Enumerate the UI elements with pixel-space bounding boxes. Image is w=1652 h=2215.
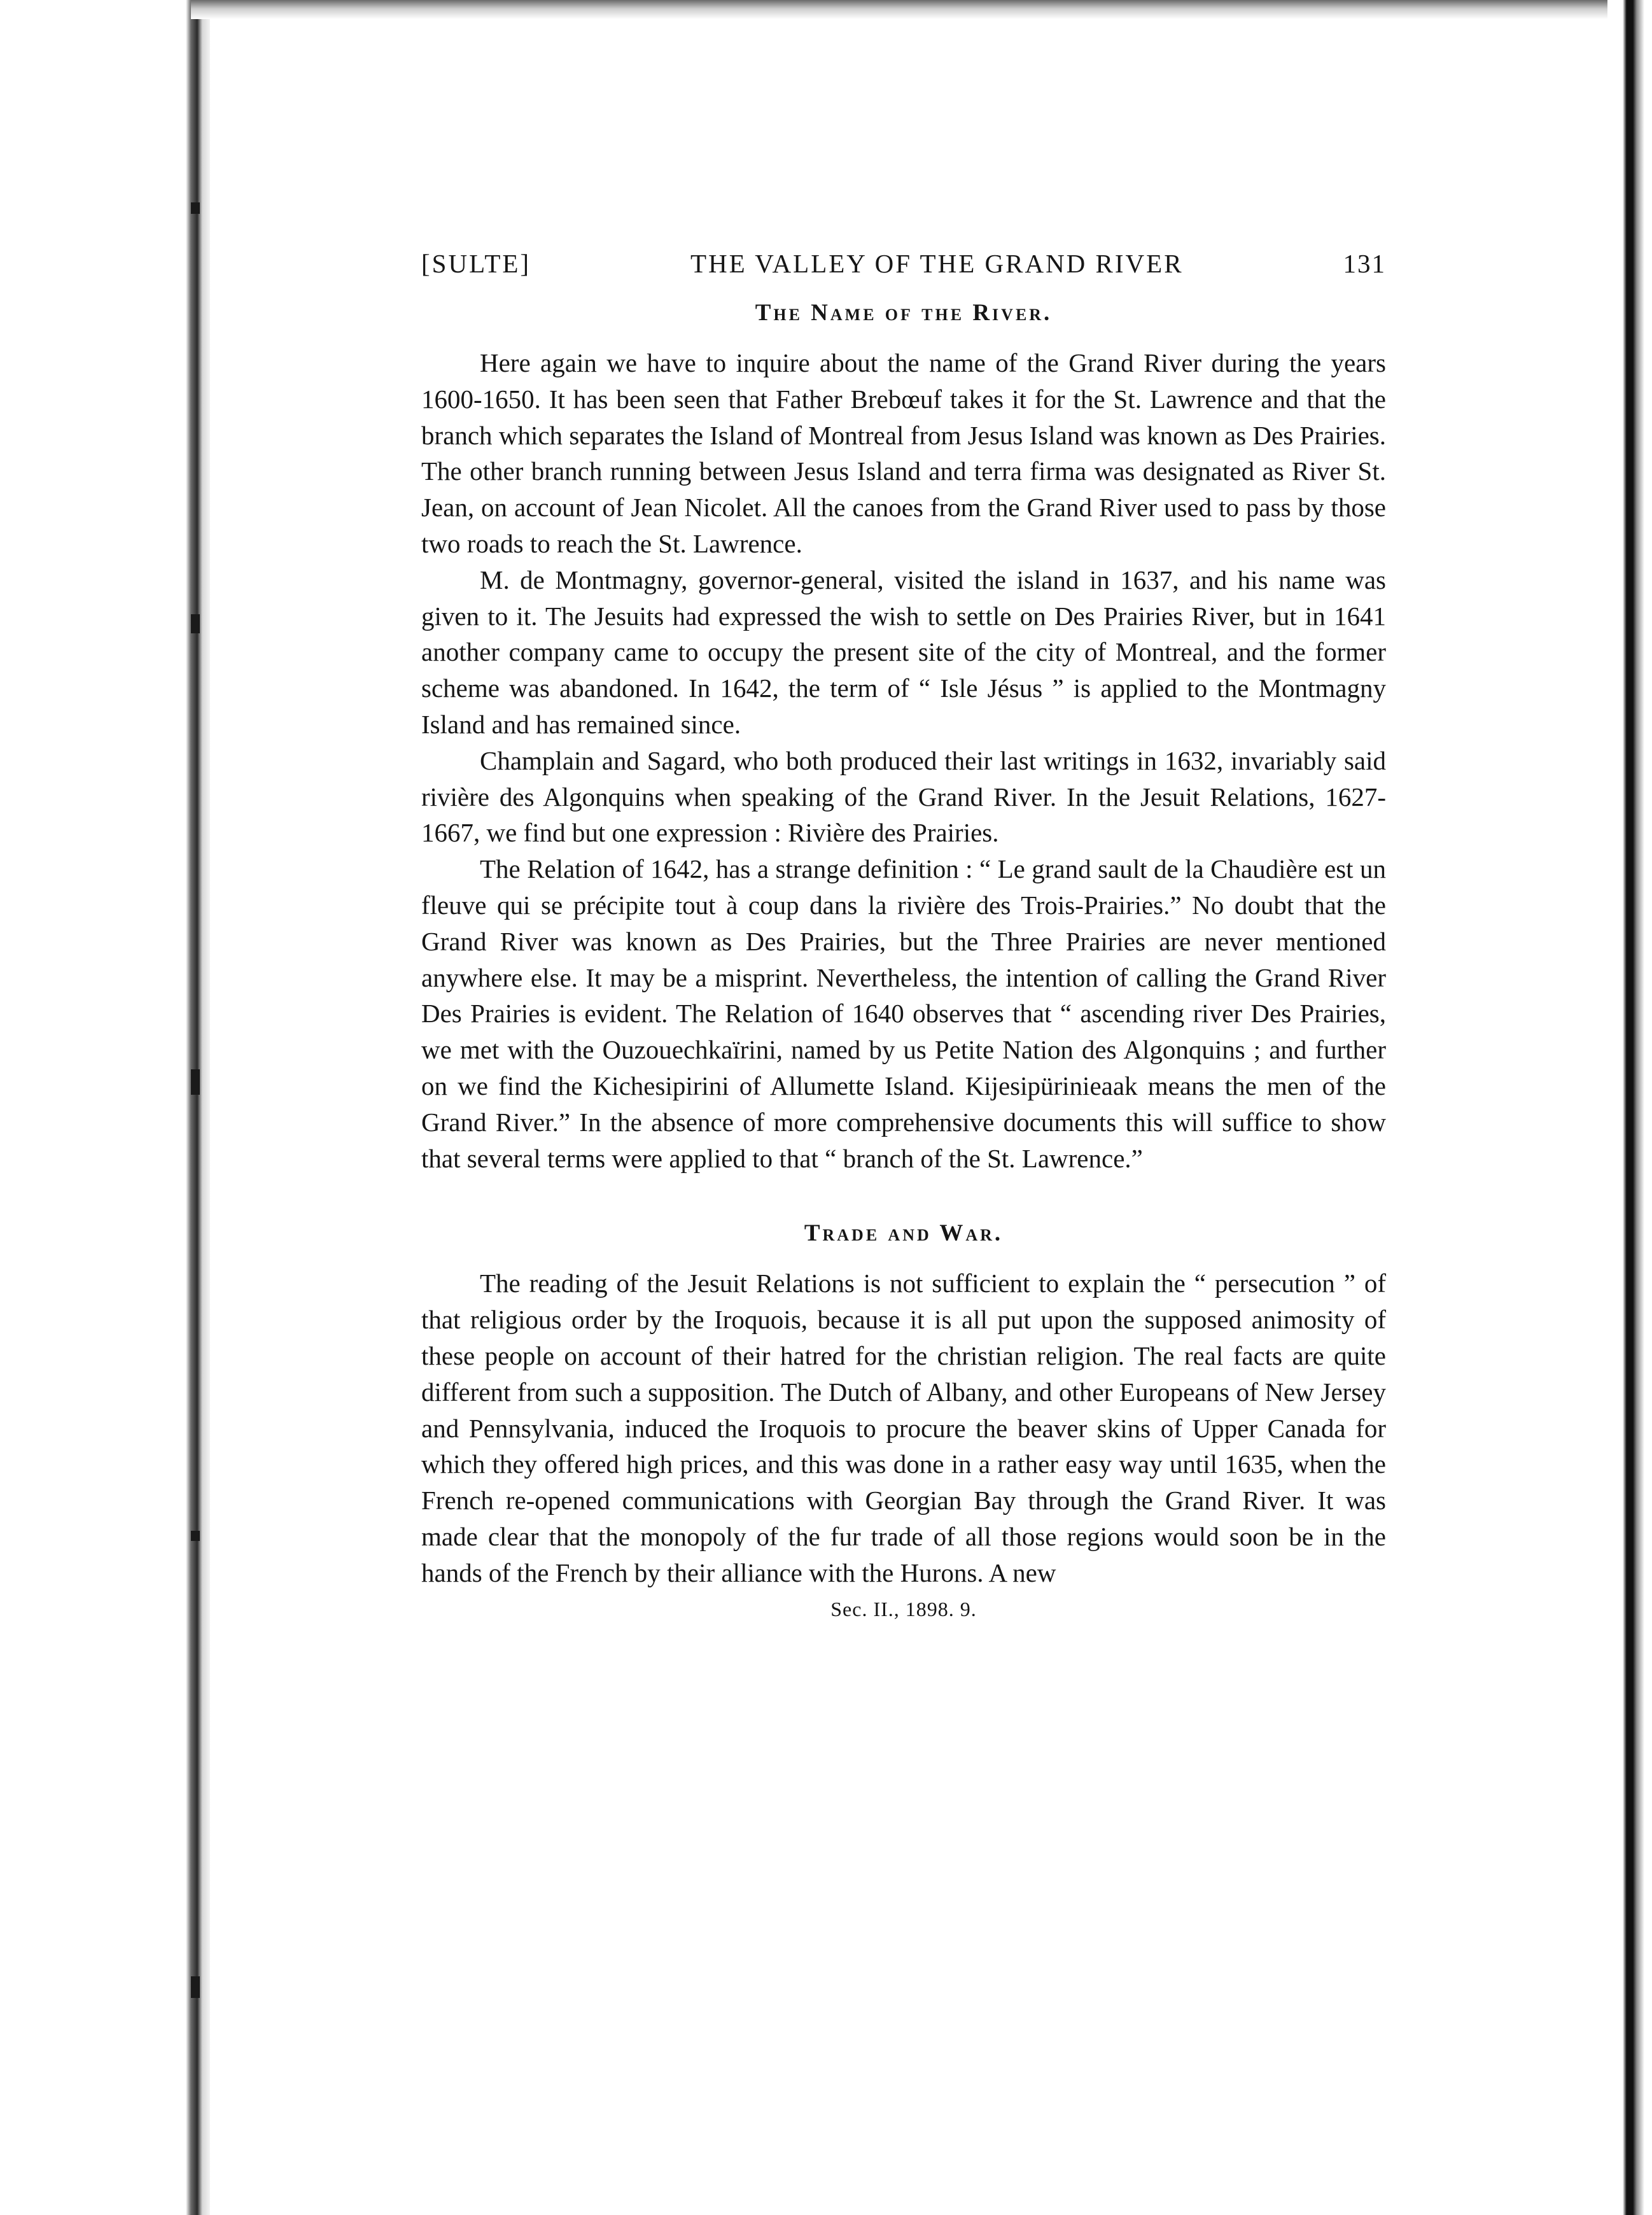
paragraph: Here again we have to inquire about the name of the Grand River during the years 1600-1650. It has been seen that Father Brebœuf takes it for the St. Lawrence and that the branch which separates the Island of Montreal from Jesus Island was known as Des Prairies. The other branch running between Jesus Island and terra firma was designated as River St. Jean, on account of Jean Nicolet. All the canoes from the Grand River used to pass by those two roads to reach the St. Lawrence. [421,348,1386,558]
paragraph: M. de Montmagny, governor-general, visited the island in 1637, and his name was given to it. The Jesuits had expressed the wish to settle on Des Prairies River, but in 1641 another company came to occupy the present site of the city of Montreal, and the former scheme was abandoned. In 1642, the term of “ Isle Jésus ” is applied to the Montmagny Island and has remained since. [421,565,1386,739]
section-heading: Trade and War. [804,1220,1004,1247]
margin-mark [191,1069,200,1095]
margin-mark [191,1976,200,1998]
signature-footer: Sec. II., 1898. 9. [830,1597,977,1621]
paragraph: The Relation of 1642, has a strange definition : “ Le grand sault de la Chaudière est un fleuve qui se précipite tout à coup dans la rivière des Trois-Prairies.” No doubt that the Grand River was known as Des Prairies, but the Three Prairies are never mentioned anywhere else. It may be a misprint. Nevertheless, the intention of calling the Grand River Des Prairies is evident. The Relation of 1640 observes that “ ascending river Des Prairies, we met with the Ouzouechkaïrini, named by us Petite Nation des Algonquins ; and further on we find the Kichesipirini of Allumette Island. Kijesipürinieaak means the men of the Grand River.” In the absence of more comprehensive documents this will suffice to show that several terms were applied to that “ branch of the St. Lawrence.” [421,854,1386,1173]
section-heading: The Name of the River. [755,300,1053,326]
margin-mark [191,614,200,633]
paragraph: The reading of the Jesuit Relations is not sufficient to explain the “ persecution ” of that religious order by the Iroquois, because it is all put upon the supposed animosity of these people on account of their hatred for the christian religion. The real facts are quite different from such a supposition. The Dutch of Albany, and other Europeans of New Jersey and Pennsylvania, induced the Iroquois to procure the beaver skins of Upper Canada for which they offered high prices, and this was done in a rather easy way until 1635, when the French re-opened communications with Georgian Bay through the Grand River. It was made clear that the monopoly of the fur trade of all those regions would soon be in the hands of the French by their alliance with the Hurons. A new [421,1269,1386,1587]
scan-right-edge [1607,0,1652,2215]
running-head-author: [SULTE] [421,249,531,278]
scan-top-edge [191,0,1616,19]
running-head [421,248,1386,293]
margin-mark [191,202,200,214]
book-page [421,248,1386,1621]
page-number: 131 [1343,249,1386,278]
margin-mark [191,1531,200,1541]
paragraph: Champlain and Sagard, who both produced their last writings in 1632, invariably said rivière des Algonquins when speaking of the Grand River. In the Jesuit Relations, 1627-1667, we find but one expression : Rivière des Prairies. [421,745,1386,848]
section-gap [421,1176,1386,1213]
running-head-title: THE VALLEY OF THE GRAND RIVER [690,249,1184,278]
scan-left-edge [0,0,210,2215]
